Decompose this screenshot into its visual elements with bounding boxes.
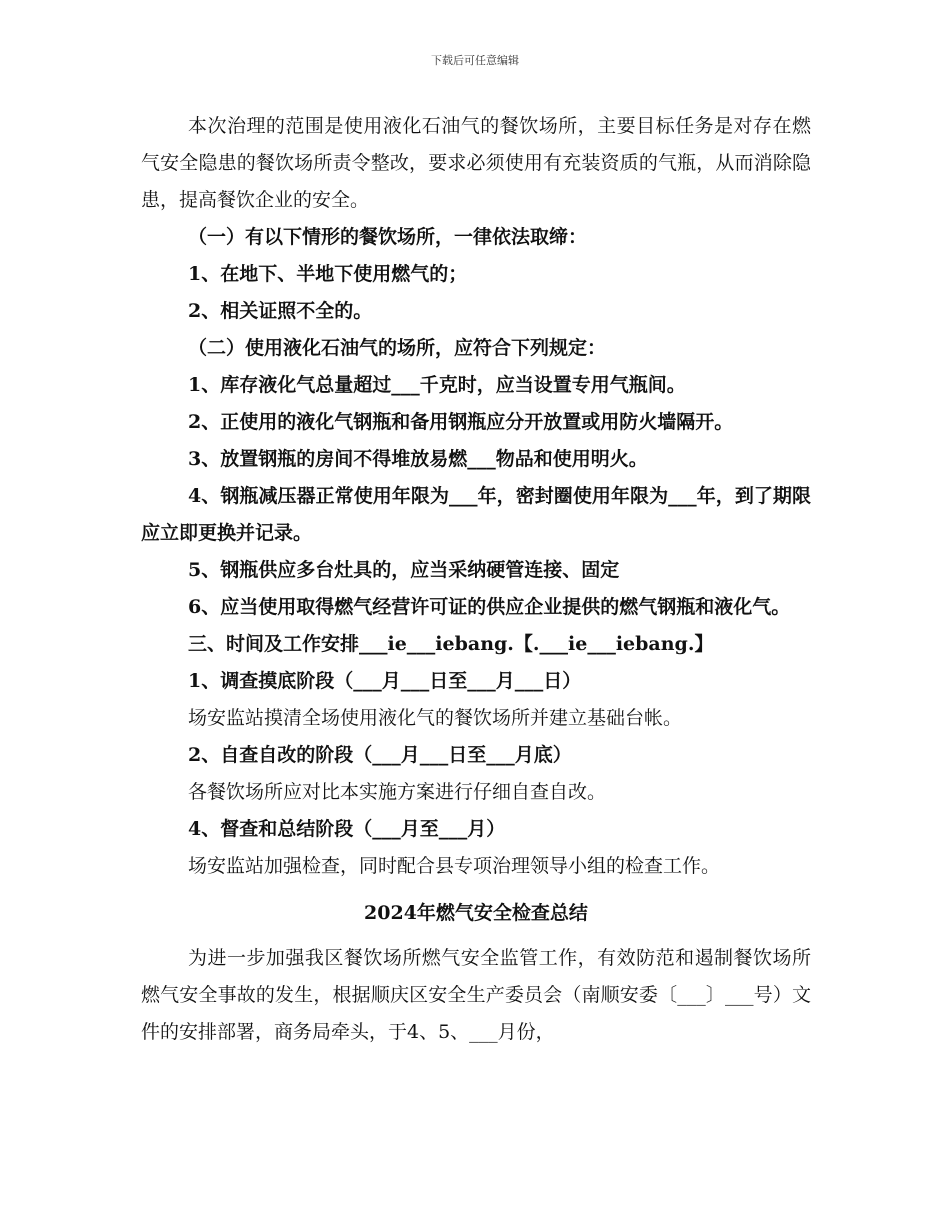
heading-prohibited: （一）有以下情形的餐饮场所，一律依法取缔： — [188, 226, 588, 248]
list-item: 5、钢瓶供应多台灶具的，应当采纳硬管连接、固定 — [188, 559, 620, 581]
intro-paragraph: 本次治理的范围是使用液化石油气的餐饮场所，主要目标任务是对存在燃气安全隐患的餐饮场所责令整改，要求必须使用有充装资质的气瓶，从而消除隐患，提高餐饮企业的安全。 — [141, 115, 811, 211]
list-item: 1、在地下、半地下使用燃气的； — [188, 263, 468, 285]
stage-description: 各餐饮场所应对比本实施方案进行仔细自查自改。 — [188, 781, 607, 803]
list-item: 3、放置钢瓶的房间不得堆放易燃___物品和使用明火。 — [188, 448, 648, 470]
section-title: 2024年燃气安全检查总结 — [364, 902, 588, 924]
document-body — [141, 108, 811, 1051]
list-item: 1、库存液化气总量超过___千克时，应当设置专用气瓶间。 — [188, 374, 686, 396]
list-item: 2、正使用的液化气钢瓶和备用钢瓶应分开放置或用防火墙隔开。 — [188, 411, 734, 433]
list-item: 4、钢瓶减压器正常使用年限为___年，密封圈使用年限为___年，到了期限应立即更换并记录。 — [141, 485, 811, 544]
summary-paragraph: 为进一步加强我区餐饮场所燃气安全监管工作，有效防范和遏制餐饮场所燃气安全事故的发生，根据顺庆区安全生产委员会（南顺安委〔___〕___号）文件的安排部署，商务局牵头，于4、5、___月份， — [141, 947, 811, 1043]
stage-title: 4、督查和总结阶段（___月至___月） — [188, 818, 506, 840]
stage-description: 场安监站加强检查，同时配合县专项治理领导小组的检查工作。 — [188, 855, 721, 877]
stage-title: 2、自查自改的阶段（___月___日至___月底） — [188, 744, 572, 766]
heading-regulations: （二）使用液化石油气的场所，应符合下列规定： — [188, 337, 607, 359]
stage-title: 1、调查摸底阶段（___月___日至___月___日） — [188, 670, 582, 692]
list-item: 6、应当使用取得燃气经营许可证的供应企业提供的燃气钢瓶和液化气。 — [188, 596, 791, 618]
heading-schedule: 三、时间及工作安排___ie___iebang.【.___ie___iebang.】 — [188, 633, 714, 655]
stage-description: 场安监站摸清全场使用液化气的餐饮场所并建立基础台帐。 — [188, 707, 683, 729]
page-header: 下载后可任意编辑 — [431, 54, 519, 67]
list-item: 2、相关证照不全的。 — [188, 300, 373, 322]
